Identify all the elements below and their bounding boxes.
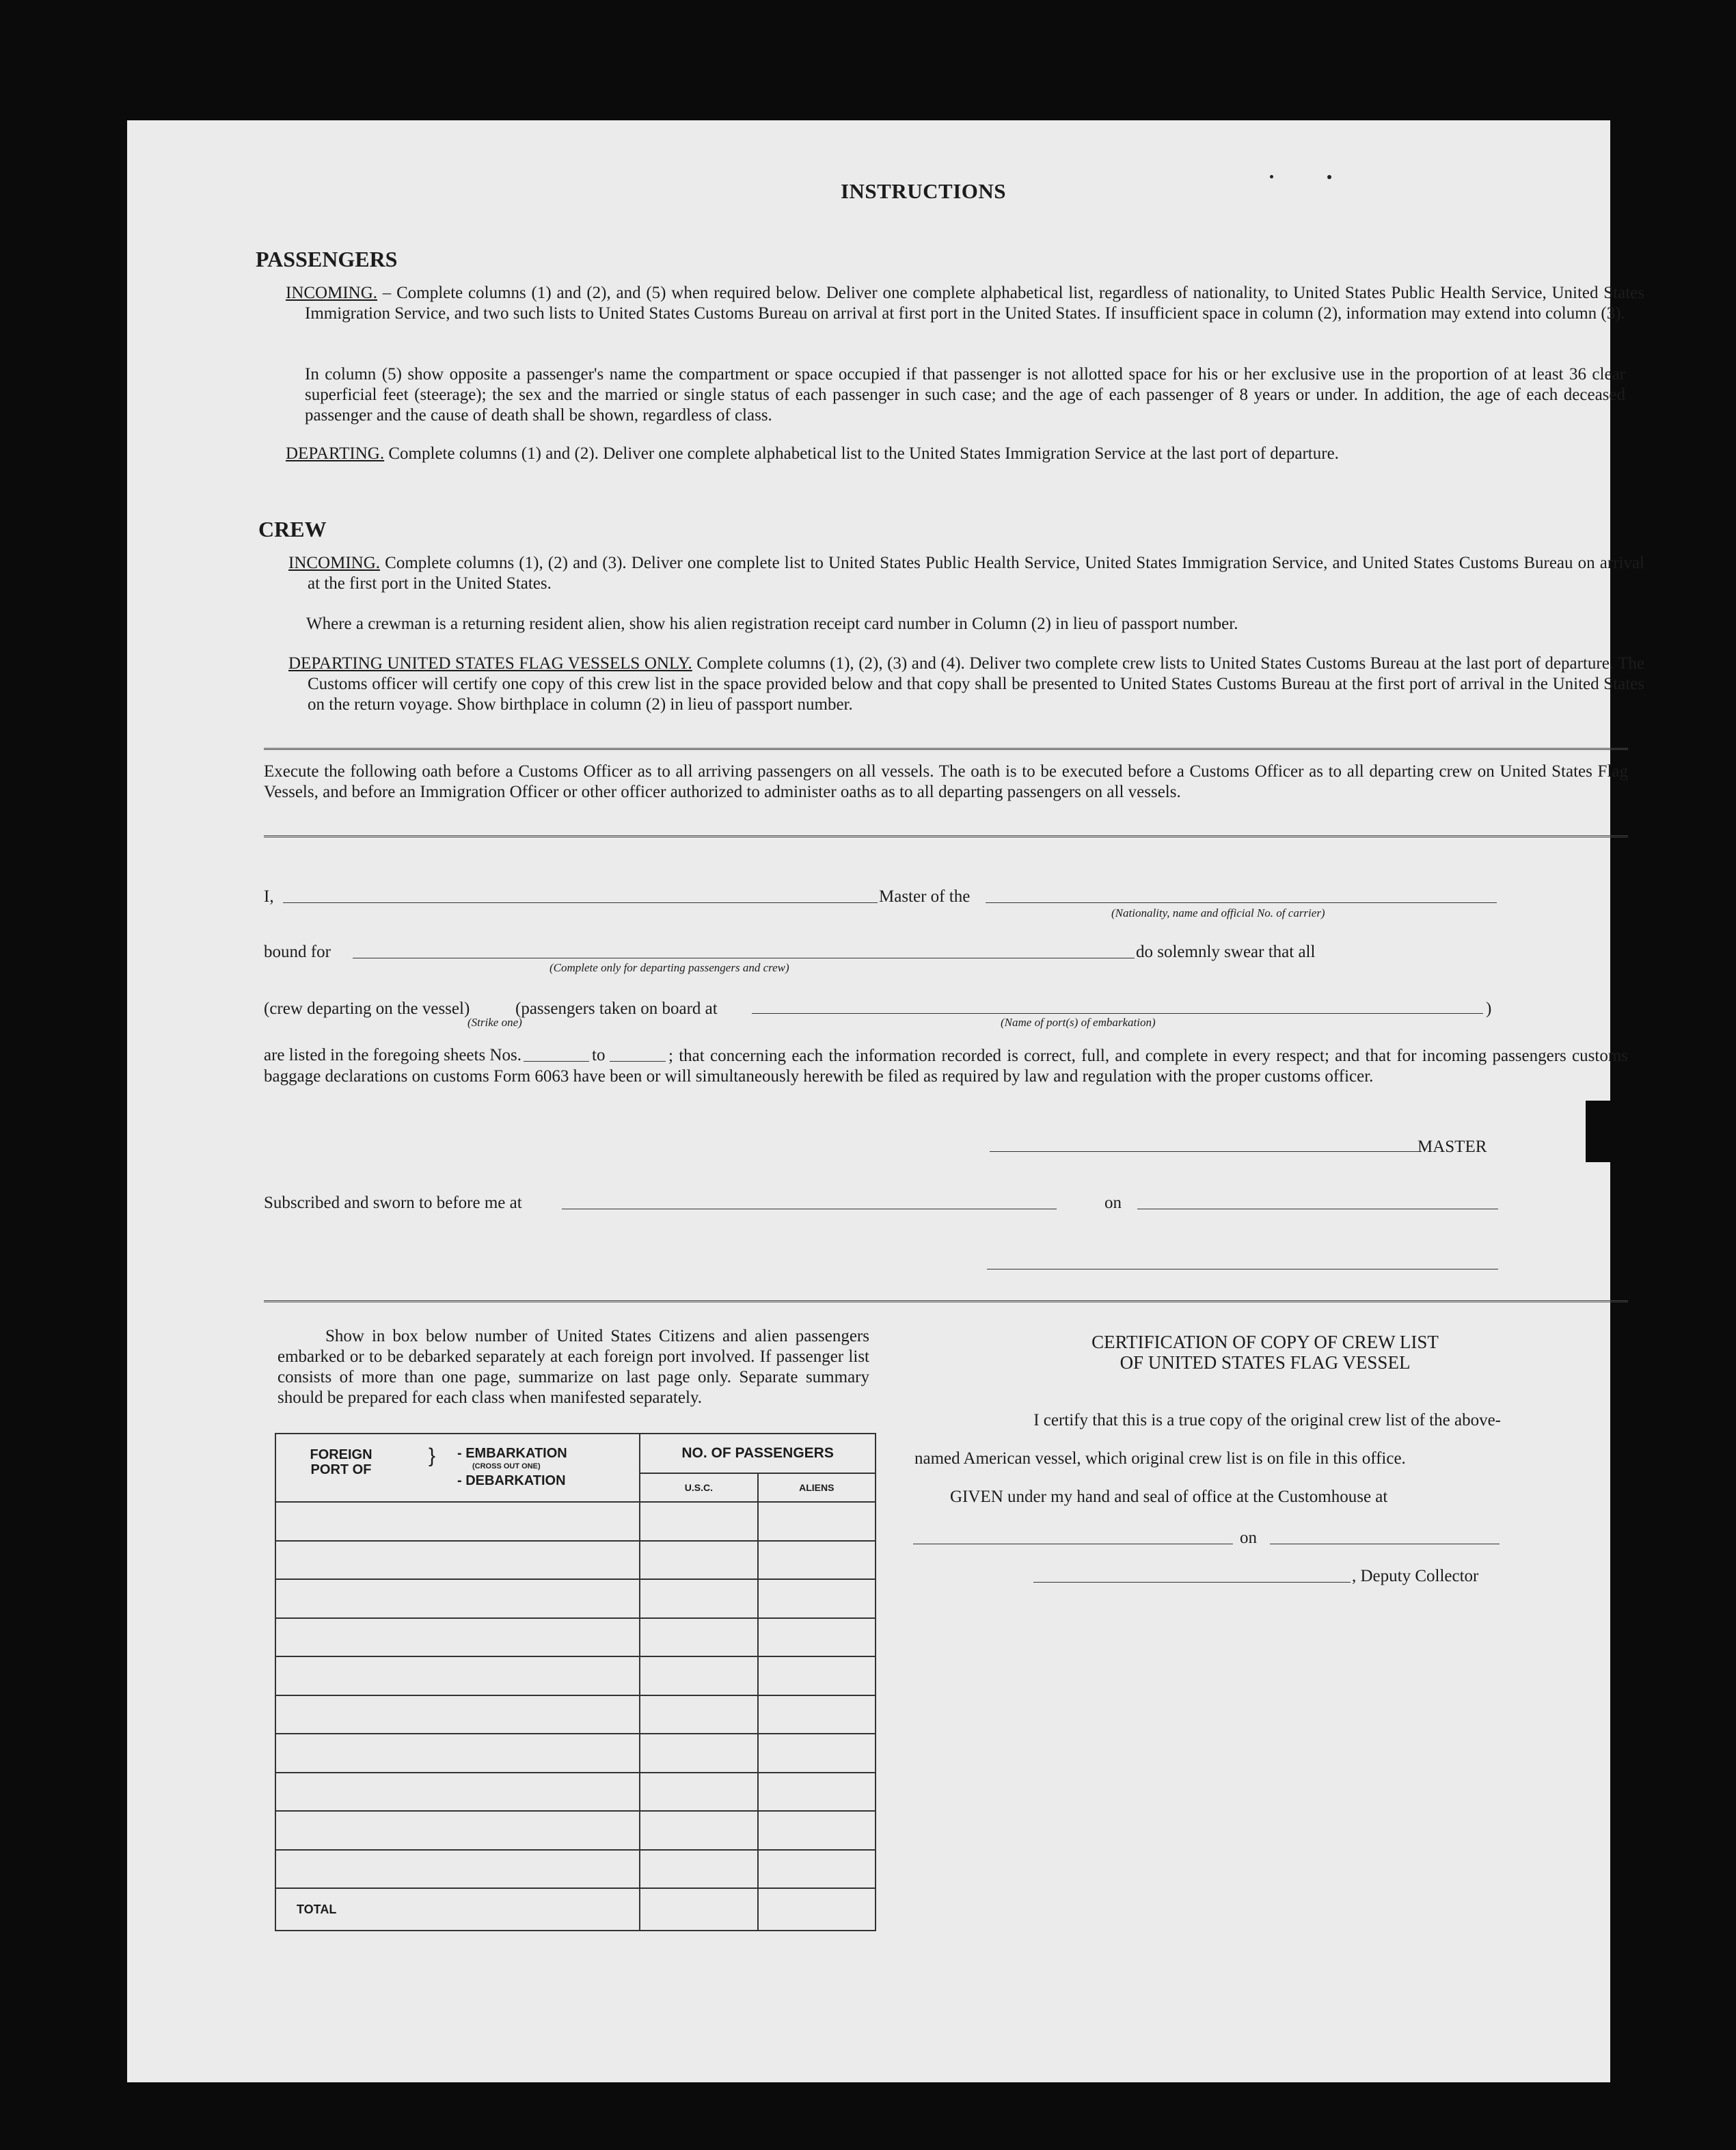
usc-cell[interactable] xyxy=(640,1502,757,1541)
table-row xyxy=(275,1656,876,1695)
oath-intro: Execute the following oath before a Customs Officer as to all arriving passengers on all vessels. The oath is to be executed before a Customs Officer as to all departing crew on United States Flag Vessels, and before an Immigration Officer or other officer authorized to administer oaths as to all departing passengers on all vessels. xyxy=(264,762,1628,801)
master-name-field[interactable] xyxy=(283,902,878,903)
complete-only-note: (Complete only for departing passengers and crew) xyxy=(550,961,789,974)
page-title: INSTRUCTIONS xyxy=(840,179,1006,203)
aliens-cell[interactable] xyxy=(758,1695,876,1734)
bound-for-label: bound for xyxy=(264,943,331,961)
usc-cell[interactable] xyxy=(640,1850,757,1889)
master-of-label: Master of the xyxy=(879,887,971,906)
port-cell[interactable] xyxy=(275,1850,640,1889)
crew-resident-alien: Where a crewman is a returning resident alien, show his alien registration receipt card number in Column (2) in lieu of passport number. xyxy=(306,615,1238,633)
port-cell[interactable] xyxy=(275,1773,640,1812)
usc-cell[interactable] xyxy=(640,1811,757,1850)
divider-double xyxy=(264,1300,1628,1302)
port-cell[interactable] xyxy=(275,1579,640,1618)
table-row xyxy=(275,1579,876,1618)
aliens-cell[interactable] xyxy=(758,1502,876,1541)
close-paren: ) xyxy=(1486,999,1492,1018)
certification-title-2: OF UNITED STATES FLAG VESSEL xyxy=(1120,1352,1411,1373)
certify-text: I certify that this is a true copy of the original crew list of the above- xyxy=(1033,1411,1501,1429)
aliens-cell[interactable] xyxy=(758,1773,876,1812)
total-aliens-cell[interactable] xyxy=(758,1888,876,1931)
scan-edge-notch xyxy=(1586,1101,1610,1162)
table-row xyxy=(275,1695,876,1734)
passengers-incoming-lead: INCOMING. xyxy=(286,284,378,302)
speck xyxy=(1270,175,1273,178)
given-text: GIVEN under my hand and seal of office at the Customhouse at xyxy=(950,1488,1388,1506)
crew-incoming-lead: INCOMING. xyxy=(288,554,381,572)
table-row xyxy=(275,1618,876,1657)
port-cell[interactable] xyxy=(275,1695,640,1734)
cross-out-note: (CROSS OUT ONE) xyxy=(472,1462,541,1470)
speck xyxy=(1327,175,1331,179)
aliens-cell[interactable] xyxy=(758,1656,876,1695)
aliens-cell[interactable] xyxy=(758,1734,876,1773)
certify-text-2: named American vessel, which original crew list is on file in this office. xyxy=(914,1449,1406,1468)
passenger-summary-table xyxy=(275,1433,876,1931)
swear-text: do solemnly swear that all xyxy=(1136,943,1316,961)
listed-to-label: to xyxy=(592,1046,606,1064)
crew-heading: CREW xyxy=(258,517,327,541)
divider-double xyxy=(264,748,1628,750)
usc-cell[interactable] xyxy=(640,1618,757,1657)
crew-departing xyxy=(288,654,1644,715)
subscribed-label: Subscribed and sworn to before me at xyxy=(264,1194,522,1212)
total-usc-cell[interactable] xyxy=(640,1888,757,1931)
nationality-note: (Nationality, name and official No. of carrier) xyxy=(1111,906,1325,919)
ports-note: (Name of port(s) of embarkation) xyxy=(1001,1016,1156,1029)
aliens-cell[interactable] xyxy=(758,1811,876,1850)
port-header xyxy=(275,1434,640,1502)
embarkation-label: - EMBARKATION xyxy=(457,1446,567,1461)
usc-cell[interactable] xyxy=(640,1695,757,1734)
usc-cell[interactable] xyxy=(640,1734,757,1773)
passengers-heading: PASSENGERS xyxy=(256,247,398,271)
crew-incoming xyxy=(288,553,1644,594)
passengers-departing-text: Complete columns (1) and (2). Deliver one complete alphabetical list to the United States Immigration Service at the last port of departure. xyxy=(384,444,1339,463)
passengers-taken-option: (passengers taken on board at xyxy=(515,999,718,1018)
passengers-column5: In column (5) show opposite a passenger's name the compartment or space occupied if that passenger is not allotted space for his or her exclusive use in the proportion of at least 36 clear superficial feet (steerage); the sex and the married or single status of each passenger in such case; and the age of each passenger of 8 years or under. In addition, the age of each deceased passenger and the cause of death shall be shown, regardless of class. xyxy=(305,365,1625,425)
passengers-incoming xyxy=(286,283,1644,324)
debarkation-label: - DEBARKATION xyxy=(457,1473,566,1488)
deputy-collector-label: , Deputy Collector xyxy=(1352,1567,1479,1585)
aliens-cell[interactable] xyxy=(758,1618,876,1657)
crew-incoming-text: Complete columns (1), (2) and (3). Deliver one complete list to United States Public Health Service, United States Immigration Service, and United States Customs Bureau on arrival at the first port in the United States. xyxy=(308,554,1644,593)
table-row xyxy=(275,1541,876,1580)
table-row xyxy=(275,1734,876,1773)
port-cell[interactable] xyxy=(275,1811,640,1850)
cert-on-label: on xyxy=(1240,1529,1257,1547)
master-signature-field[interactable] xyxy=(990,1151,1420,1152)
port-cell[interactable] xyxy=(275,1656,640,1695)
aliens-cell[interactable] xyxy=(758,1579,876,1618)
deputy-signature-field[interactable] xyxy=(1033,1582,1351,1583)
brace-icon: } xyxy=(429,1444,436,1467)
port-cell[interactable] xyxy=(275,1734,640,1773)
aliens-cell[interactable] xyxy=(758,1850,876,1889)
aliens-cell[interactable] xyxy=(758,1541,876,1580)
table-row xyxy=(275,1502,876,1541)
table-row xyxy=(275,1811,876,1850)
port-cell[interactable] xyxy=(275,1618,640,1657)
embarkation-port-field[interactable] xyxy=(752,1013,1483,1014)
no-passengers-header: NO. OF PASSENGERS xyxy=(640,1434,876,1473)
port-cell[interactable] xyxy=(275,1502,640,1541)
passengers-departing-lead: DEPARTING. xyxy=(286,444,385,463)
certification-title-1: CERTIFICATION OF COPY OF CREW LIST xyxy=(1091,1332,1439,1352)
oath-body: ; that concerning each the information recorded is correct, full, and complete in every respect; and that for incoming passengers customs baggage declarations on customs Form 6063 have been or will simultaneously herewith be filed as required by law and regulation with the proper customs officer. xyxy=(264,1047,1628,1086)
usc-header: U.S.C. xyxy=(640,1473,757,1502)
foreign-port-label: FOREIGN PORT OF xyxy=(310,1447,372,1477)
crew-departing-option: (crew departing on the vessel) xyxy=(264,999,470,1018)
usc-cell[interactable] xyxy=(640,1656,757,1695)
form-page xyxy=(127,120,1644,2082)
vessel-field[interactable] xyxy=(986,902,1497,903)
crew-departing-lead: DEPARTING UNITED STATES FLAG VESSELS ONLY. xyxy=(288,654,692,673)
table-row xyxy=(275,1773,876,1812)
port-cell[interactable] xyxy=(275,1541,640,1580)
aliens-header: ALIENS xyxy=(758,1473,876,1502)
subscribed-on-label: on xyxy=(1104,1194,1122,1212)
usc-cell[interactable] xyxy=(640,1541,757,1580)
master-label: MASTER xyxy=(1418,1138,1487,1156)
total-label: TOTAL xyxy=(275,1888,640,1931)
oath-i-label: I, xyxy=(264,887,274,906)
summary-instructions: Show in box below number of United States Citizens and alien passengers embarked or to be debarked separately at each foreign port involved. If passenger list consists of more than one page, summarize on last page only. Separate summary should be prepared for each class when manifested separately. xyxy=(277,1327,869,1407)
table-row xyxy=(275,1850,876,1889)
strike-one-note: (Strike one) xyxy=(467,1016,522,1029)
divider-double xyxy=(264,835,1628,837)
usc-cell[interactable] xyxy=(640,1773,757,1812)
listed-sheets-label: are listed in the foregoing sheets Nos. xyxy=(264,1046,521,1064)
crew-departing-text: Complete columns (1), (2), (3) and (4). Deliver two complete crew lists to United States Customs Bureau at the last port of departure. The Customs officer will certify one copy of this crew list in the space provided below and that copy shall be presented to United States Customs Bureau at the first port of arrival in the United States on the return voyage. Show birthplace in column (2) in lieu of passport number. xyxy=(308,654,1644,714)
usc-cell[interactable] xyxy=(640,1579,757,1618)
passengers-departing xyxy=(286,444,1644,464)
passengers-incoming-text: – Complete columns (1) and (2), and (5) when required below. Deliver one complete alphabetical list, regardless of nationality, to United States Public Health Service, United States Immigration Service, and two such lists to United States Customs Bureau on arrival at first port in the United States. If insufficient space in column (2), information may extend into column (3). xyxy=(305,284,1644,323)
